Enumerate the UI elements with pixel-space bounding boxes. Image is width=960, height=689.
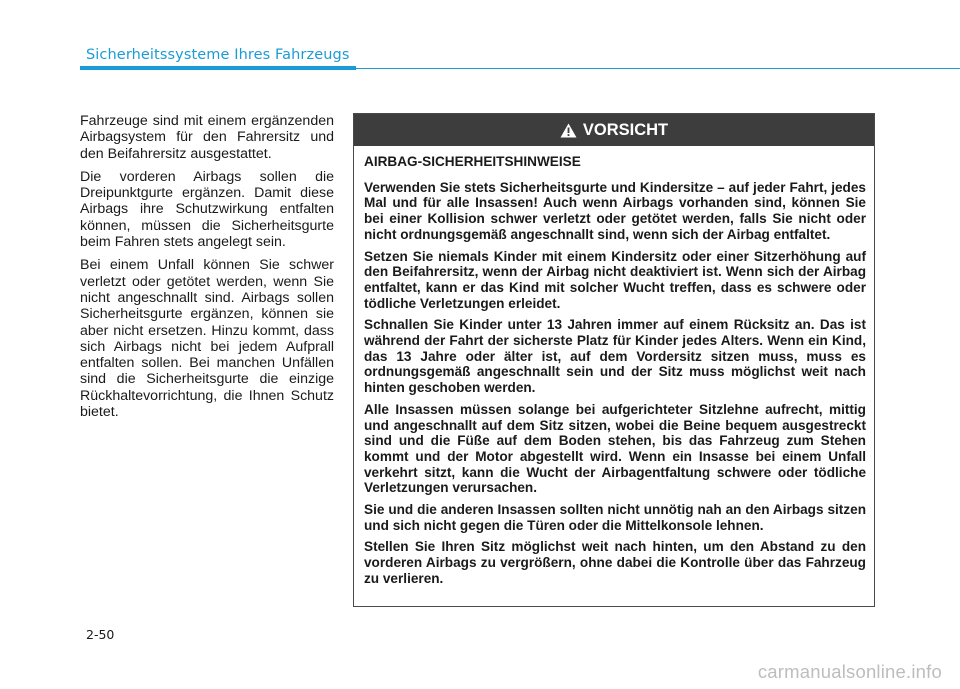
section-header-title: Sicherheitssysteme Ihres Fahrzeugs bbox=[86, 47, 350, 63]
caution-paragraph-6: Stellen Sie Ihren Sitz möglichst weit nach hinten, um den Abstand zu den vorderen Airbags zu vergrößern, ohne dabei die Kontrolle über das Fahrzeug zu verlieren. bbox=[364, 539, 866, 586]
header-rule-thick bbox=[80, 66, 356, 70]
left-paragraph-2: Die vorderen Airbags sollen die Dreipunktgurte ergänzen. Damit diese Airbags ihre Schutzwirkung entfalten können, müssen die Sicherheitsgurte beim Fahren stets angelegt sein. bbox=[80, 168, 334, 251]
left-paragraph-1: Fahrzeuge sind mit einem ergänzenden Airbagsystem für den Fahrersitz und den Beifahrersitz ausgestattet. bbox=[80, 113, 334, 162]
caution-paragraph-2: Setzen Sie niemals Kinder mit einem Kindersitz oder einer Sitzerhöhung auf den Beifahrersitz, wenn der Airbag nicht deaktiviert ist. Wenn sich der Airbag entfaltet, kann er das Kind mit solcher Wucht treffen, dass es schwere oder tödliche Verletzungen erleidet. bbox=[364, 248, 866, 311]
caution-box bbox=[353, 113, 875, 607]
caution-header bbox=[354, 114, 874, 146]
caution-paragraph-1: Verwenden Sie stets Sicherheitsgurte und Kindersitze – auf jeder Fahrt, jedes Mal und für alle Insassen! Auch wenn Airbags vorhanden sind, können Sie bei einer Kollision schwer verletzt oder getötet werden, falls Sie nicht oder nicht ordnungsgemäß angeschnallt sind, wenn sich der Airbag entfaltet. bbox=[364, 179, 866, 242]
caution-paragraph-3: Schnallen Sie Kinder unter 13 Jahren immer auf einem Rücksitz an. Das ist während der Fahrt der sicherste Platz für Kinder jedes Alters. Wenn ein Kind, das 13 Jahre oder älter ist, auf dem Vordersitz sitzen muss, muss es ordnungsgemäß angeschnallt sein und der Sitz muss möglichst weit nach hinten geschoben werden. bbox=[364, 317, 866, 396]
caution-paragraph-5: Sie und die anderen Insassen sollten nicht unnötig nah an den Airbags sitzen und sich nicht gegen die Türen oder die Mittelkonsole lehnen. bbox=[364, 502, 866, 533]
header-rule-thin bbox=[356, 68, 960, 69]
caution-paragraph-4: Alle Insassen müssen solange bei aufgerichteter Sitzlehne aufrecht, mittig und angeschnallt auf dem Sitz sitzen, wobei die Beine bequem ausgestreckt sind und die Füße auf dem Boden stehen, bis das Fahrzeug zum Stehen kommt und der Motor abgestellt wird. Wenn ein Insasse bei einem Unfall verkehrt sitzt, kann die Wucht der Airbagentfaltung schwere oder tödliche Verletzungen verursachen. bbox=[364, 401, 866, 496]
page-number: 2-50 bbox=[86, 627, 115, 642]
caution-heading: AIRBAG-SICHERHEITSHINWEISE bbox=[364, 154, 581, 169]
warning-triangle-icon bbox=[560, 123, 577, 138]
caution-label: VORSICHT bbox=[582, 120, 669, 139]
caution-body bbox=[354, 146, 874, 587]
left-paragraph-3: Bei einem Unfall können Sie schwer verletzt oder getötet werden, wenn Sie nicht angeschnallt sind. Airbags sollen Sicherheitsgurte ergänzen, können sie aber nicht ersetzen. Hinzu kommt, dass sich Airbags nicht bei jedem Aufprall entfalten sollen. Bei manchen Unfällen sind die Sicherheitsgurte die einzige Rückhaltevorrichtung, die Ihnen Schutz bietet. bbox=[80, 257, 334, 421]
left-text-column bbox=[80, 113, 334, 427]
watermark-text: carmanualsonline.info bbox=[757, 661, 942, 682]
